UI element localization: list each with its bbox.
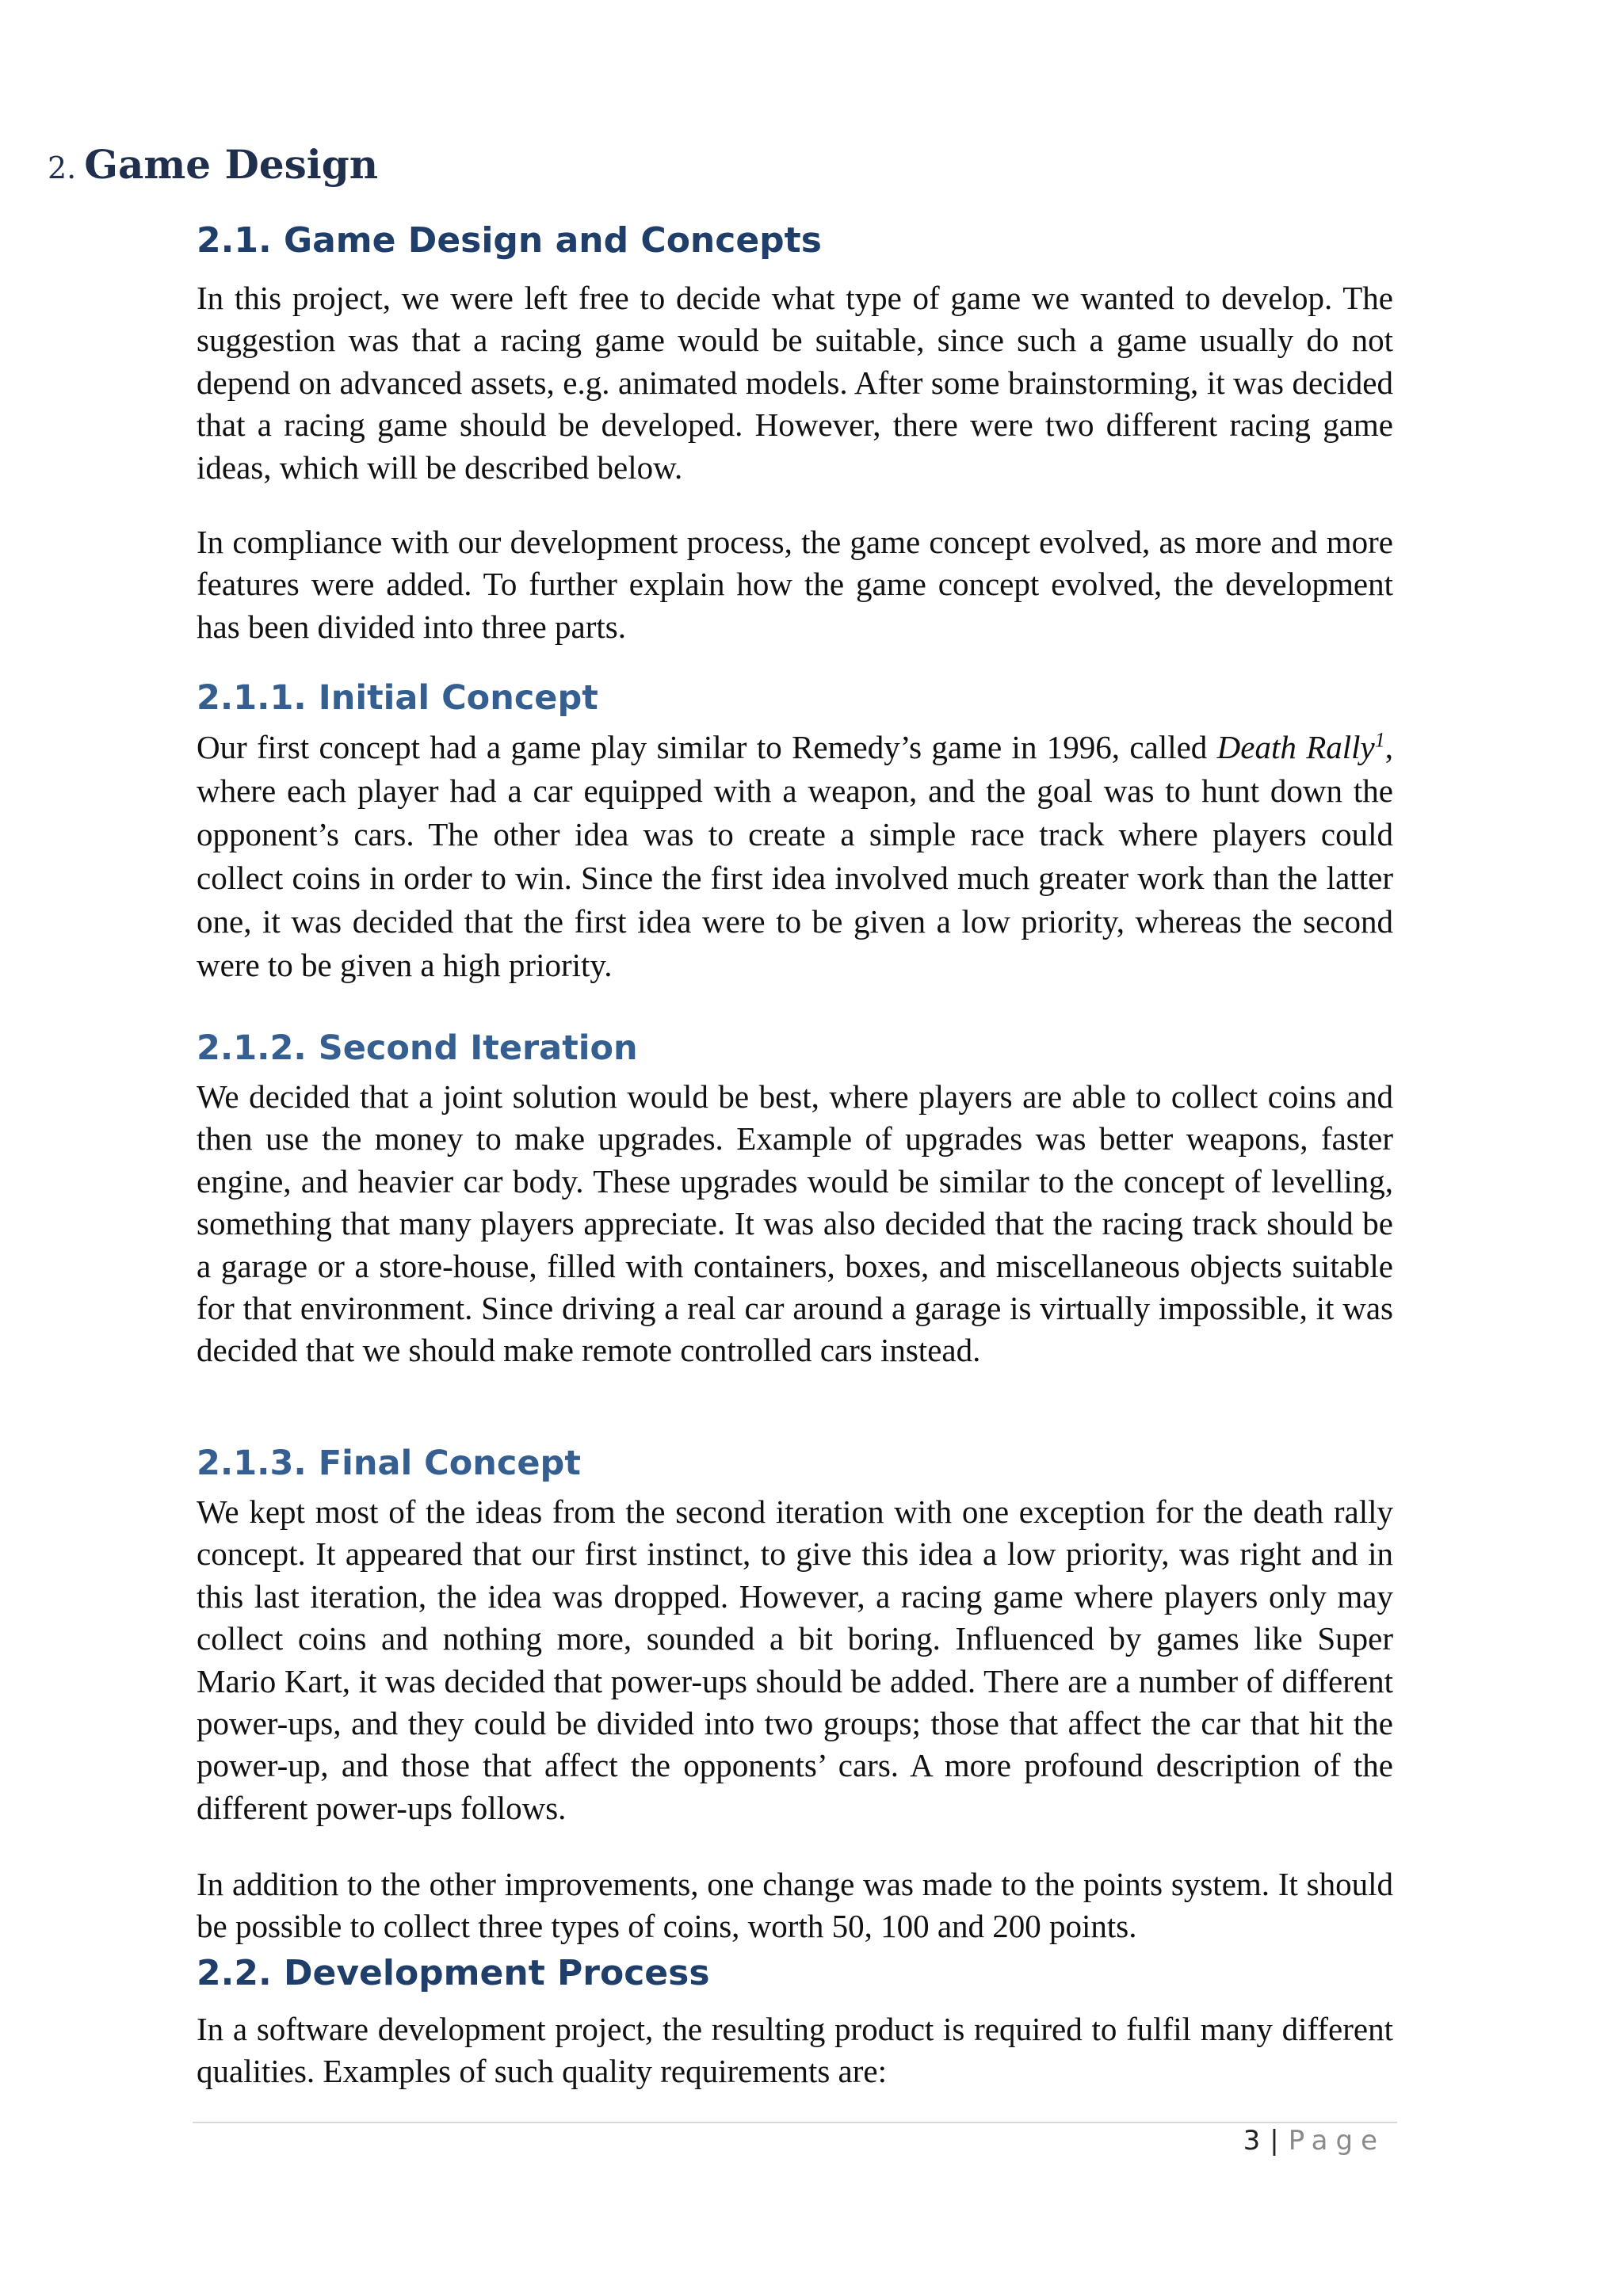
section-2-2-paragraph-1: In a software development project, the resulting product is required to fulfil many different qualities. Examples of such quality requirements are:: [197, 2011, 1393, 2090]
section-2-1-paragraph-2: In compliance with our development process, the game concept evolved, as more and more features were added. To further explain how the game concept evolved, the development has been divided into three parts.: [197, 524, 1393, 645]
paragraph-text-start: Our first concept had a game play similar to Remedy’s game in 1996, called: [197, 729, 1217, 765]
chapter-title: Game Design: [84, 141, 379, 188]
chapter-number: 2.: [48, 151, 77, 185]
page-label: Page: [1288, 2125, 1385, 2157]
section-2-1-3-paragraph-1: We kept most of the ideas from the second iteration with one exception for the death rally concept. It appeared that our first instinct, to give this idea a low priority, was right and in this last iteration, the idea was dropped. However, a racing game where players only may collect coins and nothing more, sounded a bit boring. Influenced by games like Super Mario Kart, it was decided that power-ups should be added. There are a number of different power-ups, and they could be divided into two groups; those that affect the car that hit the power-up, and those that affect the opponents’ cars. A more profound description of the different power-ups follows.: [197, 1493, 1393, 1826]
page-footer: [1243, 2125, 1385, 2157]
section-2-1-1-paragraph-1: [197, 726, 1393, 987]
section-heading-2-2: 2.2. Development Process: [197, 1953, 710, 1993]
paragraph-text-end: , where each player had a car equipped with a weapon, and the goal was to hunt down the opponent’s cars. The other idea was to create a simple race track where players could collect coins in order to win. Since the first idea involved much greater work than the latter one, it was decided that the first idea were to be given a low priority, whereas the second were to be given a high priority.: [197, 729, 1393, 983]
section-heading-2-1-1: 2.1.1. Initial Concept: [197, 678, 598, 718]
section-2-1-2-paragraph-1: We decided that a joint solution would be best, where players are able to collect coins and then use the money to make upgrades. Example of upgrades was better weapons, faster engine, and heavier car body. These upgrades would be similar to the concept of levelling, something that many players appreciate. It was also decided that the racing track should be a garage or a store-house, filled with containers, boxes, and miscellaneous objects suitable for that environment. Since driving a real car around a garage is virtually impossible, it was decided that we should make remote controlled cars instead.: [197, 1078, 1393, 1369]
section-heading-2-1: 2.1. Game Design and Concepts: [197, 220, 822, 261]
section-heading-2-1-3: 2.1.3. Final Concept: [197, 1444, 581, 1483]
footer-separator: |: [1270, 2125, 1279, 2157]
page-number: 3: [1243, 2125, 1261, 2157]
footnote-marker: 1: [1374, 728, 1385, 752]
chapter-heading: [48, 141, 378, 188]
game-title-death-rally: Death Rally: [1216, 729, 1375, 765]
footer-divider: [193, 2122, 1397, 2123]
section-2-1-paragraph-1: In this project, we were left free to decide what type of game we wanted to develop. The suggestion was that a racing game would be suitable, since such a game usually do not depend on advanced assets, e.g. animated models. After some brainstorming, it was decided that a racing game should be developed. However, there were two different racing game ideas, which will be described below.: [197, 280, 1393, 486]
section-2-1-3-paragraph-2: In addition to the other improvements, one change was made to the points system. It should be possible to collect three types of coins, worth 50, 100 and 200 points.: [197, 1866, 1393, 1945]
section-heading-2-1-2: 2.1.2. Second Iteration: [197, 1028, 638, 1068]
